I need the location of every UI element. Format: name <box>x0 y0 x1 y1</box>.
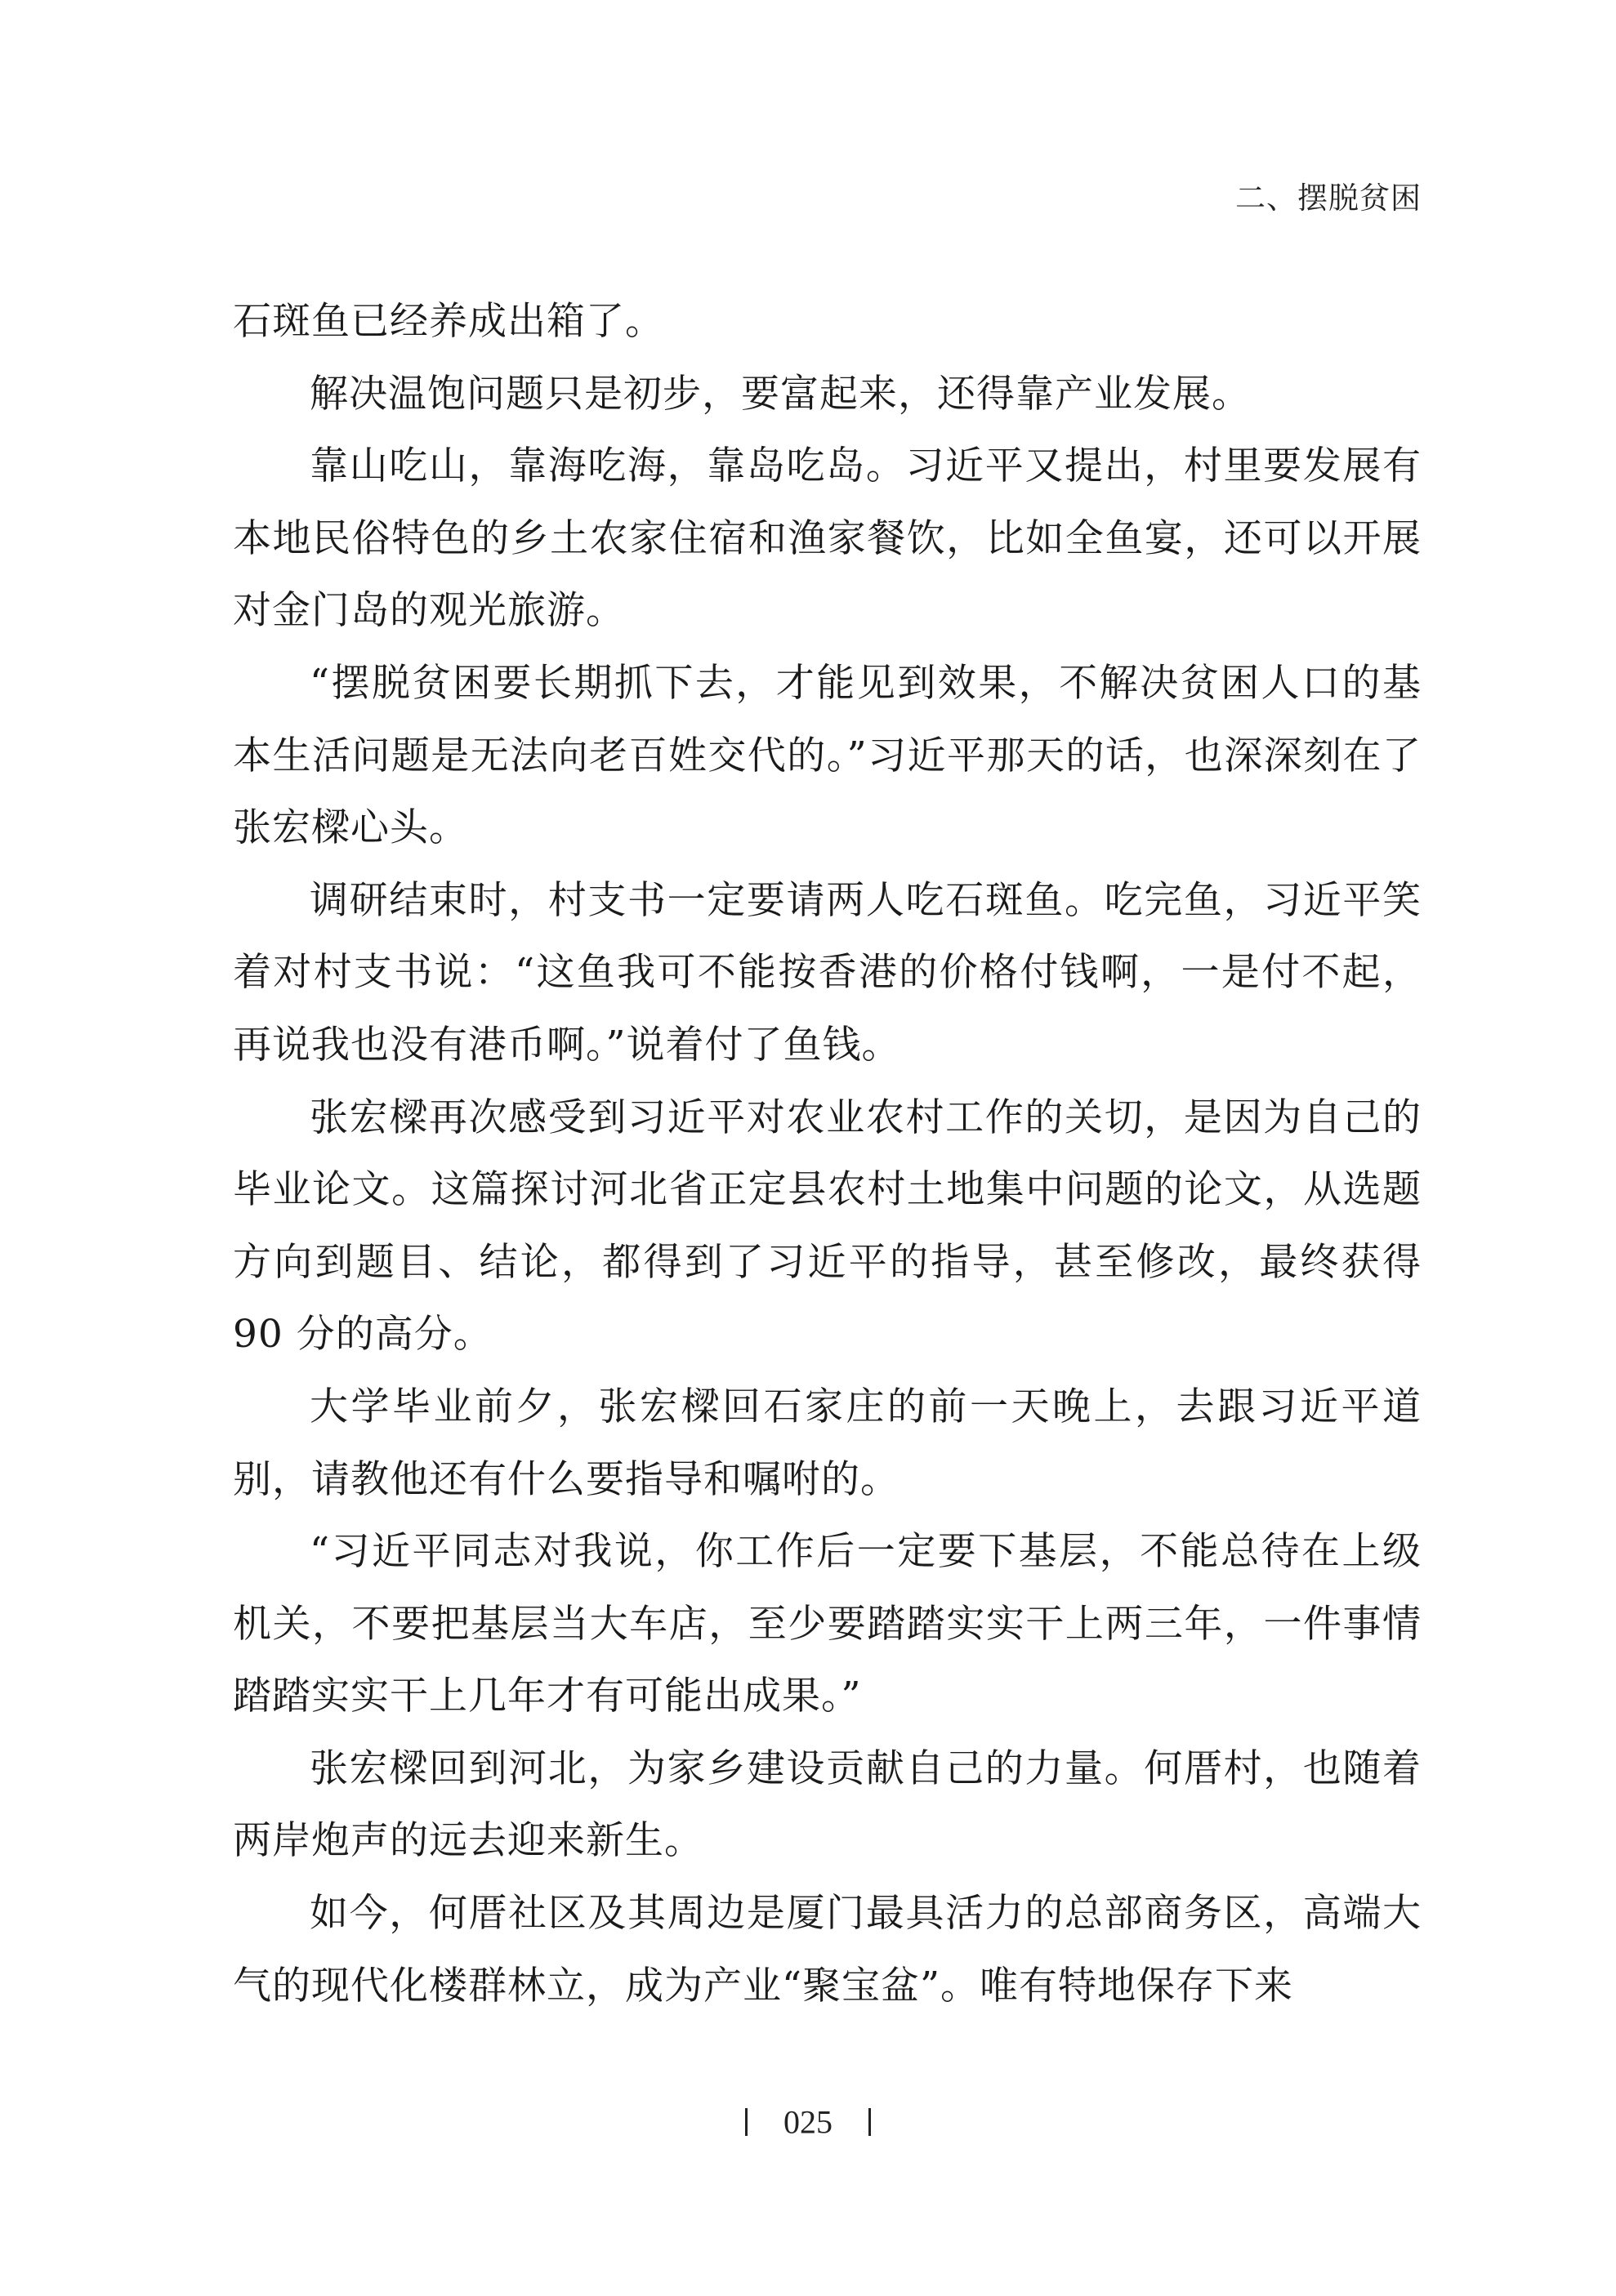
paragraph-8: “习近平同志对我说，你工作后一定要下基层，不能总待在上级机关，不要把基层当大车店，至少要踏踏实实干上两三年，一件事情踏踏实实干上几年才有可能出成果。” <box>233 1529 1422 1719</box>
page-number: 025 <box>783 2103 833 2141</box>
paragraph-4: “摆脱贫困要长期抓下去，才能见到效果，不解决贫困人口的基本生活问题是无法向老百姓交代的。”习近平那天的话，也深深刻在了张宏樑心头。 <box>233 660 1422 851</box>
page-footer <box>0 2101 1616 2142</box>
running-header: 二、摆脱贫困 <box>1235 181 1422 216</box>
body-text <box>233 286 1422 2022</box>
paragraph-10: 如今，何厝社区及其周边是厦门最具活力的总部商务区，高端大气的现代化楼群林立，成为产业“聚宝盆”。唯有特地保存下来 <box>233 1891 1422 2008</box>
paragraph-3: 靠山吃山，靠海吃海，靠岛吃岛。习近平又提出，村里要发展有本地民俗特色的乡土农家住宿和渔家餐饮，比如全鱼宴，还可以开展对金门岛的观光旅游。 <box>233 444 1422 634</box>
paragraph-7: 大学毕业前夕，张宏樑回石家庄的前一天晚上，去跟习近平道别，请教他还有什么要指导和嘱咐的。 <box>233 1384 1422 1502</box>
paragraph-1: 石斑鱼已经养成出箱了。 <box>233 299 664 344</box>
footer-left-rule <box>745 2108 748 2136</box>
paragraph-9: 张宏樑回到河北，为家乡建设贡献自己的力量。何厝村，也随着两岸炮声的远去迎来新生。 <box>233 1745 1422 1864</box>
footer-right-rule <box>868 2108 871 2136</box>
paragraph-2: 解决温饱问题只是初步，要富起来，还得靠产业发展。 <box>310 371 1251 417</box>
paragraph-5: 调研结束时，村支书一定要请两人吃石斑鱼。吃完鱼，习近平笑着对村支书说：“这鱼我可不能按香港的价格付钱啊，一是付不起，再说我也没有港币啊。”说着付了鱼钱。 <box>233 877 1422 1068</box>
paragraph-6: 张宏樑再次感受到习近平对农业农村工作的关切，是因为自己的毕业论文。这篇探讨河北省正定县农村土地集中问题的论文，从选题方向到题目、结论，都得到了习近平的指导，甚至修改，最终获得 90 分的高分。 <box>233 1095 1422 1358</box>
